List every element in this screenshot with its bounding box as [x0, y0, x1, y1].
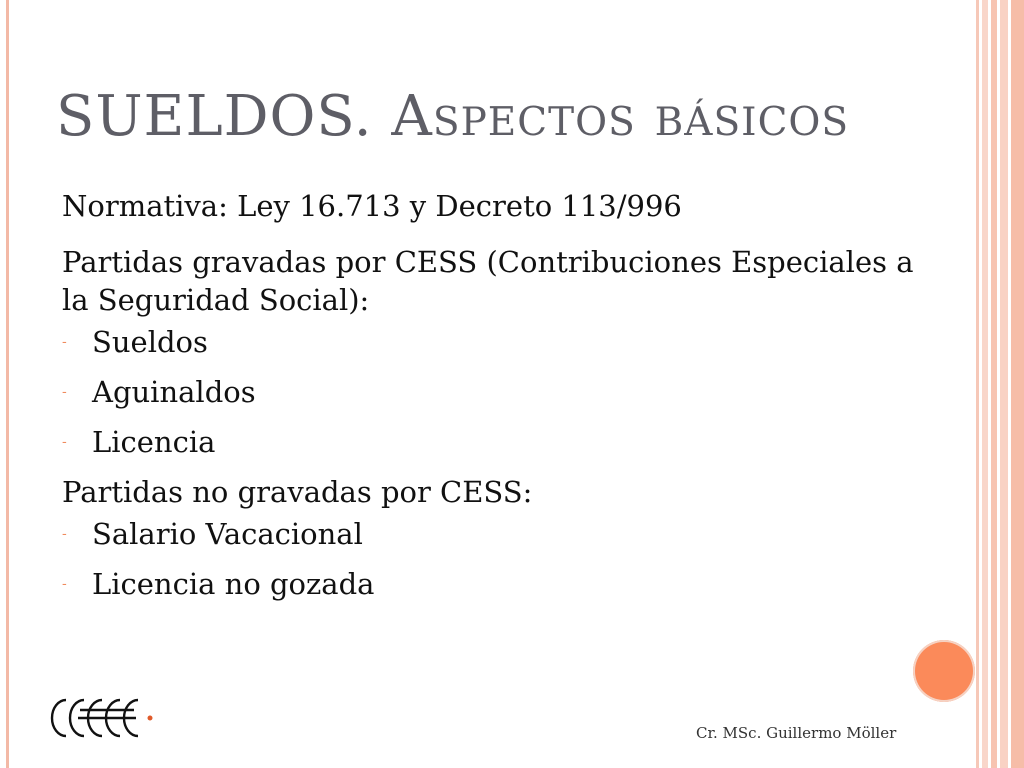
list-item-label: Sueldos — [92, 325, 208, 359]
list-item — [62, 423, 922, 461]
no-gravadas-intro: Partidas no gravadas por CESS: — [62, 475, 533, 509]
list-item-label: Salario Vacacional — [92, 517, 363, 551]
list-item — [62, 323, 922, 361]
bullet-dash-icon: - — [62, 526, 67, 542]
gravadas-intro: Partidas gravadas por CESS (Contribuciones Especiales a la Seguridad Social): — [62, 245, 914, 317]
list-item-label: Aguinaldos — [92, 375, 256, 409]
footer-author: Cr. MSc. Guillermo Möller — [696, 724, 897, 742]
list-item-label: Licencia — [92, 425, 216, 459]
right-decorative-stripes — [976, 0, 1024, 768]
stripe — [1000, 0, 1008, 768]
title-main: SUELDOS. — [56, 84, 392, 149]
orange-circle-decoration — [913, 640, 975, 702]
gravadas-list — [62, 323, 922, 461]
slide-body — [62, 187, 922, 615]
no-gravadas-list — [62, 515, 922, 603]
list-item — [62, 515, 922, 553]
stripe — [982, 0, 988, 768]
stripe — [1011, 0, 1024, 768]
list-item — [62, 373, 922, 411]
stripe — [991, 0, 997, 768]
stripe — [976, 0, 979, 768]
bullet-dash-icon: - — [62, 576, 67, 592]
bullet-dash-icon: - — [62, 384, 67, 400]
ccee-logo-icon — [44, 688, 160, 748]
list-item-label: Licencia no gozada — [92, 567, 375, 601]
slide-title — [56, 84, 849, 149]
left-border-line — [6, 0, 9, 768]
title-subtitle: Aspectos básicos — [391, 84, 850, 149]
normativa-text: Normativa: Ley 16.713 y Decreto 113/996 — [62, 189, 682, 223]
list-item — [62, 565, 922, 603]
bullet-dash-icon: - — [62, 434, 67, 450]
bullet-dash-icon: - — [62, 334, 67, 350]
